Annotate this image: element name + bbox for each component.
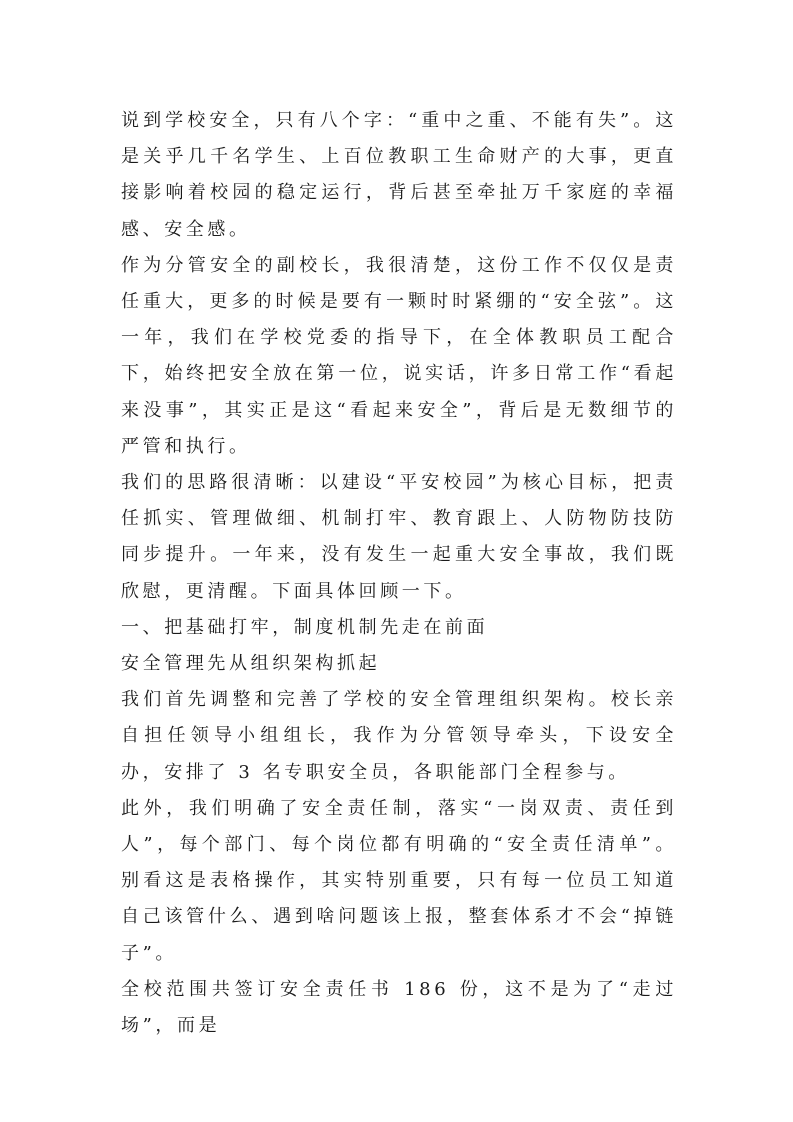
paragraph-organization: 我们首先调整和完善了学校的安全管理组织架构。校长亲自担任领导小组组长，我作为分管领导牵头，下设安全办，安排了 3 名专职安全员，各职能部门全程参与。 bbox=[121, 689, 677, 783]
subsection-heading-1: 安全管理先从组织架构抓起 bbox=[121, 653, 381, 675]
paragraph-responsibility: 此外，我们明确了安全责任制，落实“一岗双责、责任到人”，每个部门、每个岗位都有明确的“安全责任清单”。别看这是表格操作，其实特别重要，只有每一位员工知道自己该管什么、遇到啥问题该上报，整套体系才不会“掉链子”。 bbox=[121, 797, 677, 964]
paragraph-agreements: 全校范围共签订安全责任书 186 份，这不是为了“走过场”，而是 bbox=[121, 978, 677, 1037]
paragraph-intro: 说到学校安全，只有八个字：“重中之重、不能有失”。这是关乎几千名学生、上百位教职工生命财产的大事，更直接影响着校园的稳定运行，背后甚至牵扯万千家庭的幸福感、安全感。 bbox=[121, 110, 677, 240]
section-heading-1: 一、把基础打牢，制度机制先走在前面 bbox=[121, 616, 489, 638]
paragraph-role: 作为分管安全的副校长，我很清楚，这份工作不仅仅是责任重大，更多的时候是要有一颗时时紧绷的“安全弦”。这一年，我们在学校党委的指导下，在全体教职员工配合下，始终把安全放在第一位，说实话，许多日常工作“看起来没事”，其实正是这“看起来安全”，背后是无数细节的严管和执行。 bbox=[121, 254, 677, 457]
paragraph-approach: 我们的思路很清晰：以建设“平安校园”为核心目标，把责任抓实、管理做细、机制打牢、教育跟上、人防物防技防同步提升。一年来，没有发生一起重大安全事故，我们既欣慰，更清醒。下面具体回顾一下。 bbox=[121, 472, 677, 602]
document-body bbox=[121, 103, 677, 1044]
